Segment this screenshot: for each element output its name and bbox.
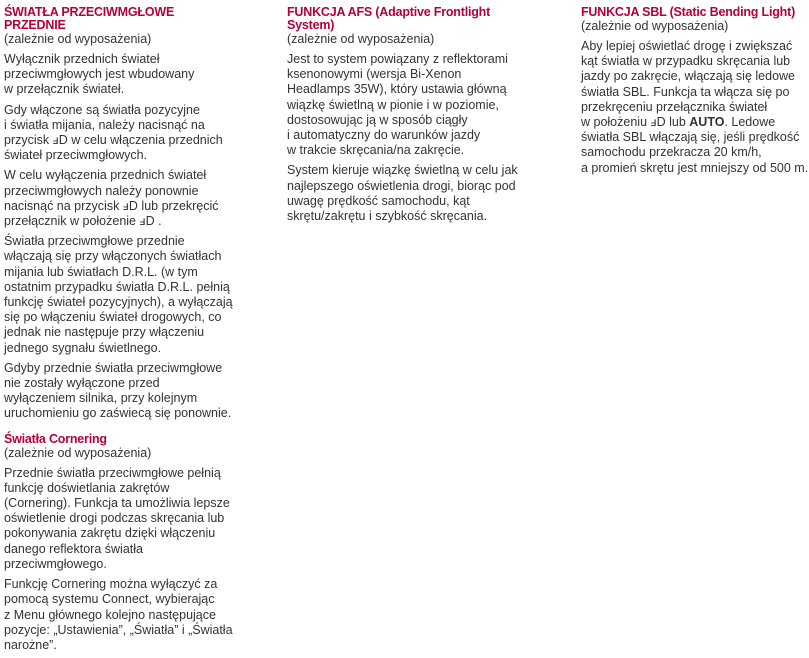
- column-fog-lights: [4, 5, 233, 658]
- sbl-heading: FUNKCJA SBL (Static Bending Light): [581, 5, 796, 19]
- cornering-heading: Światła Cornering: [4, 431, 107, 446]
- fog-lights-heading: ŚWIATŁA PRZECIWMGŁOWE PRZEDNIE: [4, 5, 175, 32]
- column-sbl: [581, 5, 809, 181]
- paragraph: Gdyby przednie światła przeciwmgłowe nie zostały wyłączone przed wyłączeniem silnika, przy kolejnym uruchomieniu go zaświecą się ponownie.: [4, 360, 232, 421]
- fog-lights-availability: (zależnie od wyposażenia): [4, 32, 152, 46]
- paragraph: System kieruje wiązkę świetlną w celu jak najlepszego oświetlenia drogi, biorąc pod uwagę prędkość samochodu, kąt skrętu/zakrętu i szybkość skręcania.: [287, 163, 518, 224]
- auto-keyword: AUTO: [689, 115, 725, 130]
- paragraph: Przednie światła przeciwmgłowe pełnią funkcję doświetlania zakrętów (Cornering). Funkcja ta umożliwia lepsze oświetlenie drogi podczas skręcania lub pokonywania zakrętu dzięki włączeniu danego reflektora światła przeciwmgłowego.: [4, 465, 230, 571]
- paragraph: Światła przeciwmgłowe przednie włączają się przy włączonych światłach mijania lub światłach D.R.L. (w tym ostatnim przypadku światła D.R.L. pełnią funkcję świateł pozycyjnych), a wyłączają się po włączeniu świateł drogowych, co jednak nie następuje przy włączeniu jednego sygnału świetlnego.: [4, 234, 233, 355]
- cornering-availability: (zależnie od wyposażenia): [4, 445, 152, 460]
- afs-heading: FUNKCJA AFS (Adaptive Frontlight System): [287, 5, 491, 32]
- afs-availability: (zależnie od wyposażenia): [287, 32, 435, 46]
- paragraph: Jest to system powiązany z reflektorami ksenonowymi (wersja Bi-Xenon Headlamps 35W), który ustawia główną wiązkę świetlną w pionie i w poziomie, dostosowując ją w sposób ciągły i automatyczny do warunków jazdy w trakcie skręcania/na zakręcie.: [287, 52, 508, 158]
- paragraph: Gdy włączone są światła pozycyjne i światła mijania, należy nacisnąć na przycisk ⅎD w celu włączenia przednich świateł przeciwmgłowych.: [4, 102, 223, 163]
- paragraph: Aby lepiej oświetlać drogę i zwiększać kąt światła w przypadku skręcania lub jazdy po zakręcie, włączają się ledowe światła SBL. Funkcja ta włącza się po przekręceniu przełącznika świateł w położeniu ⅎD lub AUTO. Ledowe światła SBL włączają się, jeśli prędkość samochodu przekracza 20 km/h, a promień skrętu jest mniejszy od 500 m.: [581, 39, 809, 175]
- paragraph: Wyłącznik przednich świateł przeciwmgłowych jest wbudowany w przełącznik świateł.: [4, 52, 195, 97]
- paragraph: W celu wyłączenia przednich świateł przeciwmgłowych należy ponownie nacisnąć na przycisk ⅎD lub przekręcić przełącznik w położenie ⅎD .: [4, 168, 219, 229]
- sbl-auto-line: w położeniu ⅎD lub AUTO. Ledowe: [581, 115, 776, 130]
- paragraph: Funkcję Cornering można wyłączyć za pomocą systemu Connect, wybierając z Menu głównego kolejno następujące pozycje: „Ustawienia”, „Światła” i „Światła narożne”.: [4, 577, 233, 652]
- column-afs: [287, 6, 525, 229]
- sbl-availability: (zależnie od wyposażenia): [581, 19, 729, 33]
